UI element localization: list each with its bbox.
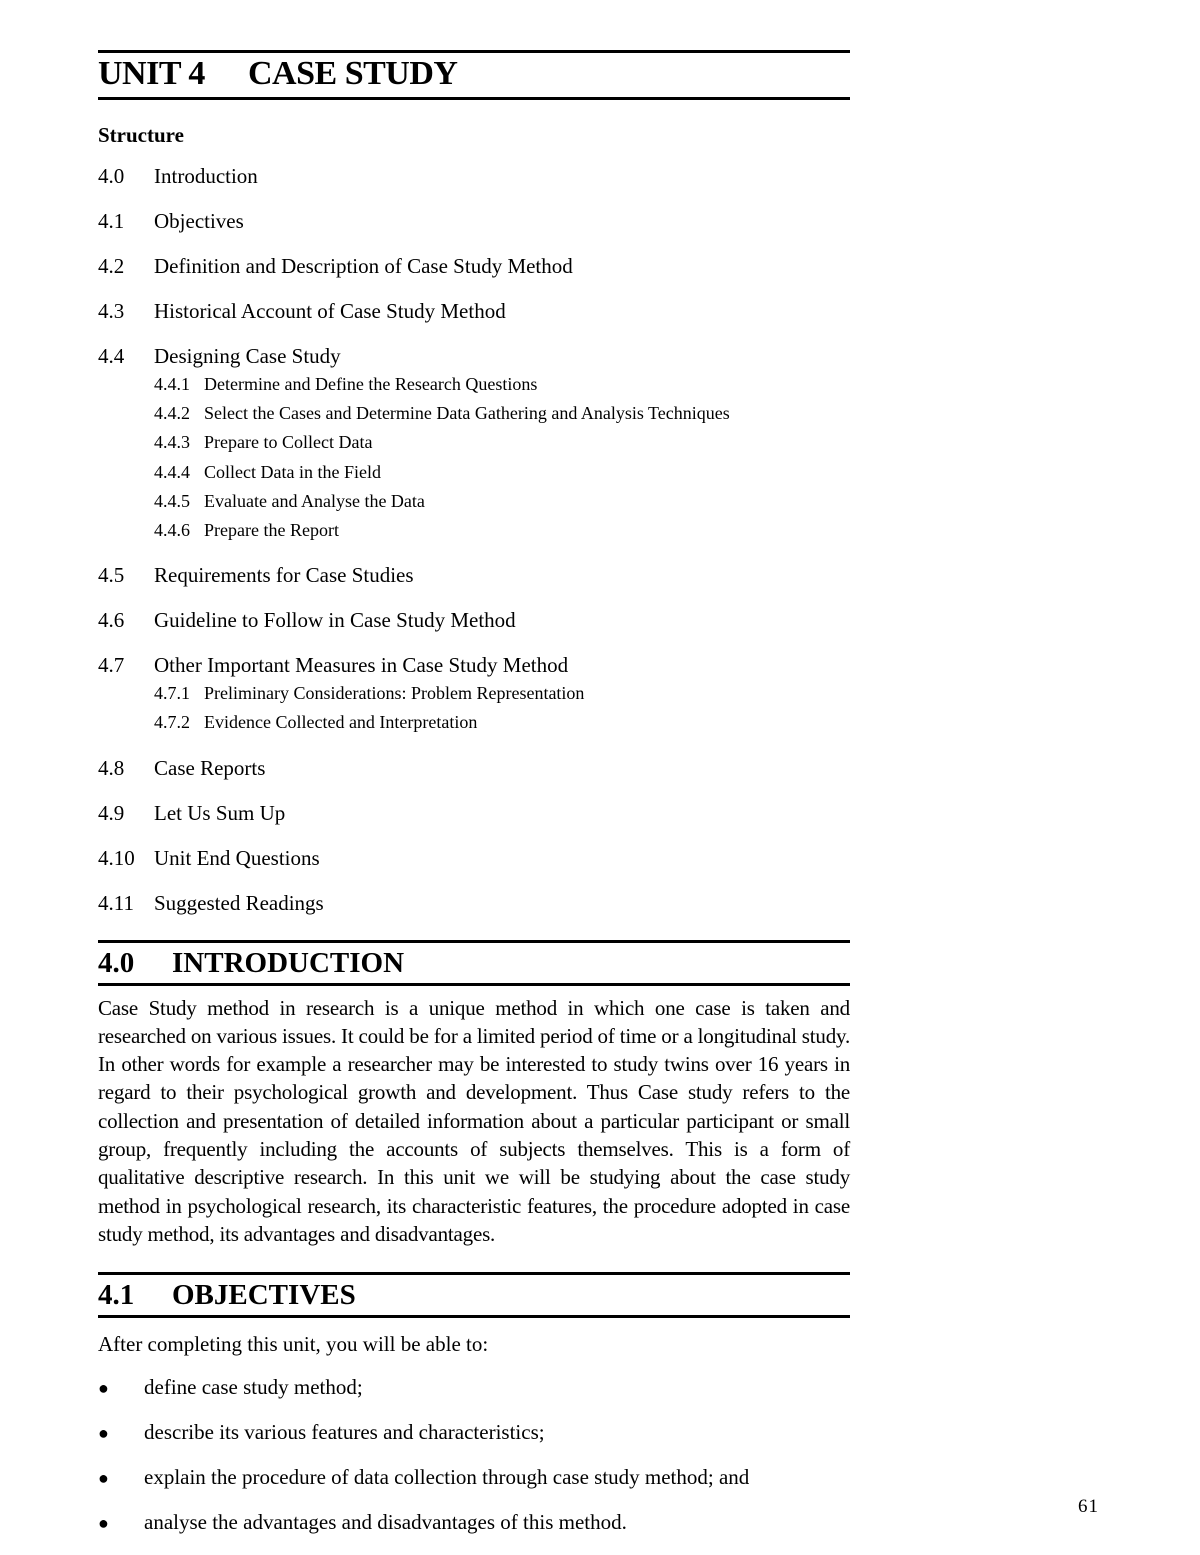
toc-item [98,653,850,755]
toc-item-number: 4.10 [98,845,135,870]
toc-item-label: Other Important Measures in Case Study Method [154,653,569,678]
toc-item-label: Suggested Readings [154,890,324,915]
toc-subitem-number: 4.7.1 [154,683,190,704]
toc-subitem-label: Collect Data in the Field [204,461,381,482]
toc-item-label: Objectives [154,209,244,233]
toc-subitem-label: Prepare to Collect Data [204,432,373,453]
toc-item-number: 4.1 [98,209,125,233]
toc-subitem [154,710,850,739]
toc-item-number: 4.0 [98,164,125,188]
objective-text: explain the procedure of data collection through case study method; and [144,1465,750,1490]
toc-subitem-number: 4.4.1 [154,374,190,394]
bullet-icon: ● [98,1468,109,1489]
toc-subitem [154,681,850,710]
toc-subitem-number: 4.4.3 [154,432,190,453]
page-number: 61 [1078,1496,1099,1517]
toc-item-number: 4.11 [98,890,134,915]
toc-subitems [154,681,850,755]
toc-subitem-number: 4.4.4 [154,461,190,482]
toc-item-label: Requirements for Case Studies [154,563,414,588]
objectives-heading [98,1275,850,1315]
objective-item [98,1510,850,1555]
objectives-bottom-rule [98,1315,850,1318]
toc-subitem-label: Prepare the Report [204,519,339,540]
objective-text: describe its various features and characteristics; [144,1420,545,1445]
toc-item [98,608,850,653]
toc-subitem-label: Evaluate and Analyse the Data [204,490,425,511]
toc-item [98,801,850,846]
section-number: 4.0 [98,946,135,979]
toc-item-number: 4.3 [98,299,125,323]
toc-subitem [154,489,850,518]
toc-item [98,563,850,608]
toc-subitem-label: Preliminary Considerations: Problem Representation [204,683,585,704]
objectives-list [98,1375,850,1555]
objectives-lead: After completing this unit, you will be able to: [98,1332,489,1357]
toc-item [98,891,850,936]
structure-label: Structure [98,123,184,147]
toc-item [98,344,850,563]
introduction-heading [98,943,850,983]
objective-item [98,1375,850,1420]
unit-title [98,53,850,97]
toc-item-number: 4.5 [98,563,125,588]
toc-item-label: Definition and Description of Case Study Method [154,254,573,278]
section-title: INTRODUCTION [172,946,405,979]
toc-subitems [154,372,850,563]
toc-item [98,846,850,891]
bullet-icon: ● [98,1423,109,1444]
toc-item-label: Let Us Sum Up [154,800,286,825]
document-page [98,50,850,1555]
table-of-contents [98,164,850,936]
toc-item-number: 4.8 [98,755,125,780]
unit-name: CASE STUDY [248,55,458,92]
toc-subitem-label: Determine and Define the Research Questions [204,374,538,394]
section-title: OBJECTIVES [172,1279,356,1312]
toc-subitem [154,430,850,459]
toc-item-label: Guideline to Follow in Case Study Method [154,608,516,633]
toc-item [98,209,850,254]
toc-item [98,254,850,299]
toc-item-number: 4.2 [98,254,125,278]
toc-item [98,299,850,344]
objective-item [98,1420,850,1465]
objective-text: define case study method; [144,1375,363,1400]
bullet-icon: ● [98,1513,109,1534]
objective-text: analyse the advantages and disadvantages of this method. [144,1510,627,1535]
toc-item-label: Case Reports [154,755,266,780]
bullet-icon: ● [98,1378,109,1399]
title-bottom-rule [98,97,850,100]
toc-item-label: Historical Account of Case Study Method [154,299,506,323]
toc-subitem-number: 4.4.5 [154,490,190,511]
toc-item [98,164,850,209]
toc-item-label: Unit End Questions [154,845,320,870]
intro-bottom-rule [98,983,850,986]
section-number: 4.1 [98,1279,135,1312]
toc-subitem-number: 4.4.2 [154,403,190,424]
toc-subitem-label: Select the Cases and Determine Data Gathering and Analysis Techniques [204,403,730,424]
toc-item [98,756,850,801]
toc-item-number: 4.4 [98,344,125,368]
toc-item-number: 4.9 [98,800,125,825]
toc-subitem [154,460,850,489]
toc-item-label: Introduction [154,164,258,188]
toc-subitem [154,401,850,430]
toc-subitem-label: Evidence Collected and Interpretation [204,712,478,733]
toc-item-label: Designing Case Study [154,344,341,368]
toc-subitem [154,372,850,401]
toc-subitem-number: 4.4.6 [154,519,190,540]
introduction-paragraph: Case Study method in research is a unique method in which one case is taken and researched on various issues. It could be for a limited period of time or a longitudinal study. In other words for example a researcher may be interested to study twins over 16 years in regard to their psychological growth and development. Thus Case study refers to the collection and presentation of detailed information about a particular participant or small group, frequently including the accounts of subjects themselves. This is a form of qualitative descriptive research. In this unit we will be studying about the case study method in psychological research, its characteristic features, the procedure adopted in case study method, its advantages and disadvantages. [98,995,850,1246]
unit-number: UNIT 4 [98,55,205,92]
toc-item-number: 4.6 [98,608,125,633]
toc-subitem-number: 4.7.2 [154,712,190,733]
toc-item-number: 4.7 [98,653,125,678]
toc-subitem [154,518,850,547]
objective-item [98,1465,850,1510]
